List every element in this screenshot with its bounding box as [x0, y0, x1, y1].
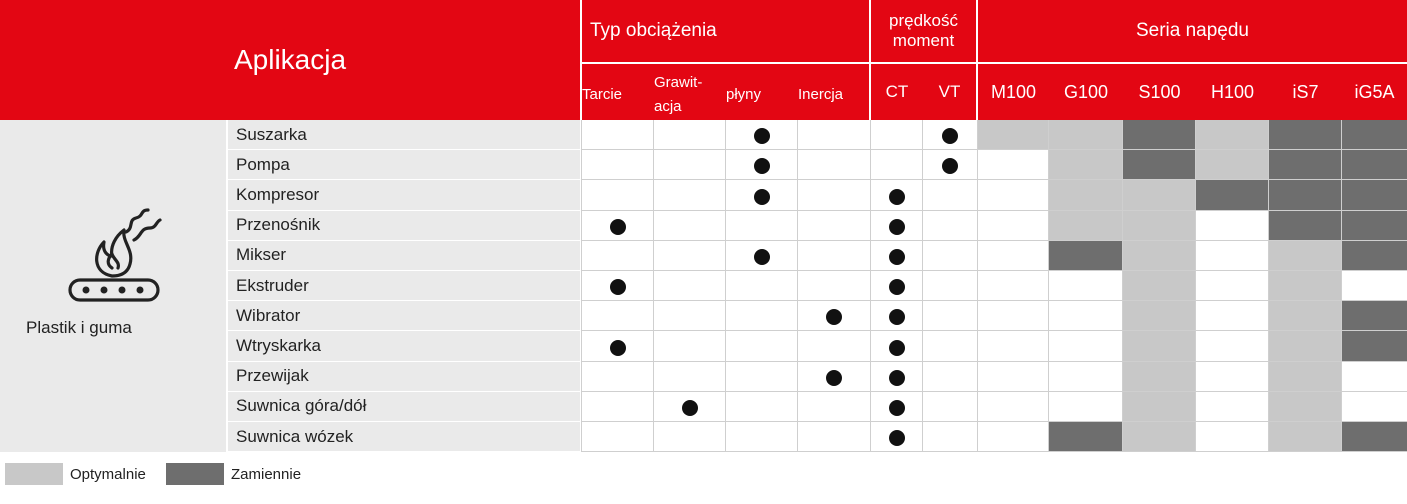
speed-marker-dot: [889, 219, 905, 235]
speed-col-ct-label: CT: [885, 82, 909, 101]
speed-marker-dot: [889, 309, 905, 325]
column-divider: [1048, 120, 1049, 452]
drive-cell-optimal: [1269, 362, 1342, 392]
speed-marker-dot: [889, 340, 905, 356]
drive-cell-empty: [1196, 211, 1269, 241]
application-row-name: Pompa: [228, 150, 580, 179]
drive-col-m100-label: M100: [990, 82, 1037, 102]
drive-cell-alternative: [1342, 241, 1407, 271]
column-divider: [1195, 120, 1196, 452]
drive-cell-alternative: [1049, 241, 1123, 271]
drive-cell-empty: [978, 422, 1049, 452]
application-row-name: Suwnica góra/dół: [228, 392, 580, 421]
drive-cell-alternative: [1123, 120, 1196, 150]
drive-cell-alternative: [1049, 422, 1123, 452]
drive-col-is7-label: iS7: [1292, 82, 1319, 102]
speed-col-vt: [923, 64, 976, 120]
load-col-gravity: [654, 64, 726, 120]
drive-cell-empty: [978, 211, 1049, 241]
category-label: Plastik i guma: [26, 318, 132, 337]
drive-col-ig5a-label: iG5A: [1354, 82, 1395, 102]
drive-cell-empty: [1196, 331, 1269, 361]
column-divider: [977, 120, 978, 452]
legend-optimal-swatch: [5, 463, 63, 485]
load-col-gravity-label: Grawit-: [654, 74, 703, 91]
speed-torque-group-header: [871, 0, 976, 62]
drive-cell-empty: [1049, 392, 1123, 422]
drive-col-is7: [1269, 64, 1342, 120]
speed-group-line2: moment: [892, 31, 955, 50]
application-header: [0, 0, 580, 120]
legend-alternative-label: Zamiennie: [231, 466, 302, 483]
application-header-label: Aplikacja: [233, 44, 347, 75]
drive-cell-optimal: [1269, 241, 1342, 271]
drive-series-group-label: Seria napędu: [1135, 20, 1250, 41]
drive-cell-optimal: [1269, 331, 1342, 361]
drive-col-g100: [1049, 64, 1123, 120]
load-marker-dot: [610, 279, 626, 295]
load-col-fluids-label: płyny: [726, 86, 762, 103]
category-cell: [0, 120, 226, 452]
drive-cell-optimal: [1123, 362, 1196, 392]
row-divider: [582, 451, 1407, 452]
load-marker-dot: [754, 249, 770, 265]
drive-cell-optimal: [1196, 150, 1269, 180]
load-marker-dot: [754, 128, 770, 144]
drive-cell-optimal: [1049, 211, 1123, 241]
drive-col-s100-label: S100: [1138, 82, 1181, 102]
speed-marker-dot: [889, 249, 905, 265]
speed-marker-dot: [889, 189, 905, 205]
drive-cell-empty: [1342, 392, 1407, 422]
speed-group-line1: prędkość: [889, 11, 958, 30]
column-divider: [870, 120, 871, 452]
drive-series-group-header: [978, 0, 1407, 62]
load-marker-dot: [610, 219, 626, 235]
application-row-name: Wibrator: [228, 301, 580, 330]
drive-cell-empty: [1196, 422, 1269, 452]
drive-cell-alternative: [1269, 150, 1342, 180]
drive-cell-optimal: [1269, 422, 1342, 452]
column-divider: [653, 120, 654, 452]
drive-cell-alternative: [1342, 180, 1407, 210]
drive-col-h100-label: H100: [1210, 82, 1255, 102]
drive-col-h100: [1196, 64, 1269, 120]
load-col-inertia-label: Inercja: [798, 86, 844, 103]
application-row-name: Mikser: [228, 241, 580, 270]
plastic-rubber-conveyor-icon: [64, 206, 164, 302]
drive-cell-empty: [1196, 362, 1269, 392]
speed-marker-dot: [889, 279, 905, 295]
application-row-name: Przewijak: [228, 362, 580, 391]
drive-cell-optimal: [1123, 301, 1196, 331]
speed-marker-dot: [942, 158, 958, 174]
drive-cell-empty: [978, 150, 1049, 180]
drive-col-s100: [1123, 64, 1196, 120]
speed-marker-dot: [942, 128, 958, 144]
drive-cell-empty: [1049, 362, 1123, 392]
load-marker-dot: [826, 370, 842, 386]
drive-cell-empty: [1049, 331, 1123, 361]
column-divider: [1122, 120, 1123, 452]
column-divider: [797, 120, 798, 452]
drive-cell-empty: [978, 271, 1049, 301]
drive-cell-optimal: [1123, 211, 1196, 241]
drive-cell-alternative: [1342, 301, 1407, 331]
drive-cell-empty: [1196, 241, 1269, 271]
drive-cell-empty: [978, 301, 1049, 331]
drive-col-ig5a: [1342, 64, 1407, 120]
drive-cell-alternative: [1342, 331, 1407, 361]
drive-cell-alternative: [1196, 180, 1269, 210]
drive-cell-optimal: [1123, 392, 1196, 422]
drive-cell-alternative: [1269, 211, 1342, 241]
load-col-friction-label: Tarcie: [582, 86, 623, 103]
speed-marker-dot: [889, 430, 905, 446]
application-row-name: Kompresor: [228, 180, 580, 209]
drive-cell-alternative: [1269, 120, 1342, 150]
drive-cell-empty: [1196, 301, 1269, 331]
column-divider: [725, 120, 726, 452]
drive-cell-optimal: [1123, 180, 1196, 210]
legend-alternative-swatch: [166, 463, 224, 485]
drive-cell-empty: [1342, 271, 1407, 301]
drive-cell-empty: [978, 241, 1049, 271]
drive-cell-optimal: [1123, 331, 1196, 361]
column-divider: [1341, 120, 1342, 452]
speed-col-vt-label: VT: [938, 82, 961, 101]
drive-cell-optimal: [1049, 120, 1123, 150]
load-marker-dot: [754, 158, 770, 174]
drive-col-m100: [978, 64, 1049, 120]
load-col-friction: [582, 64, 654, 120]
drive-cell-alternative: [1342, 211, 1407, 241]
drive-cell-empty: [978, 362, 1049, 392]
drive-col-g100-label: G100: [1063, 82, 1109, 102]
drive-cell-optimal: [978, 120, 1049, 150]
drive-cell-empty: [978, 392, 1049, 422]
speed-marker-dot: [889, 400, 905, 416]
drive-cell-optimal: [1269, 392, 1342, 422]
load-col-fluids: [726, 64, 798, 120]
speed-col-ct: [871, 64, 923, 120]
load-marker-dot: [754, 189, 770, 205]
drive-cell-empty: [1049, 271, 1123, 301]
load-col-gravity-label-line2: acja: [654, 98, 682, 115]
drive-cell-alternative: [1342, 120, 1407, 150]
drive-cell-optimal: [1049, 150, 1123, 180]
drive-cell-empty: [1342, 362, 1407, 392]
drive-cell-optimal: [1123, 422, 1196, 452]
drive-cell-alternative: [1342, 150, 1407, 180]
drive-cell-optimal: [1269, 301, 1342, 331]
drive-cell-empty: [1196, 392, 1269, 422]
application-row-name: Wtryskarka: [228, 331, 580, 360]
drive-cell-empty: [1049, 301, 1123, 331]
drive-cell-optimal: [1123, 241, 1196, 271]
application-row-name: Przenośnik: [228, 211, 580, 240]
column-divider: [1268, 120, 1269, 452]
load-col-inertia: [798, 64, 869, 120]
drive-cell-empty: [1196, 271, 1269, 301]
load-marker-dot: [826, 309, 842, 325]
load-type-group-label: Typ obciążenia: [590, 20, 717, 41]
load-marker-dot: [610, 340, 626, 356]
drive-cell-empty: [978, 180, 1049, 210]
drive-cell-optimal: [1049, 180, 1123, 210]
legend-optimal-label: Optymalnie: [70, 466, 146, 483]
application-row-name: Suszarka: [228, 120, 580, 149]
drive-cell-optimal: [1196, 120, 1269, 150]
drive-cell-empty: [978, 331, 1049, 361]
column-divider: [581, 120, 582, 452]
drive-cell-optimal: [1269, 271, 1342, 301]
drive-cell-alternative: [1342, 422, 1407, 452]
application-row-name: Suwnica wózek: [228, 422, 580, 451]
drive-cell-alternative: [1269, 180, 1342, 210]
drive-cell-optimal: [1123, 271, 1196, 301]
load-marker-dot: [682, 400, 698, 416]
application-row-name: Ekstruder: [228, 271, 580, 300]
speed-marker-dot: [889, 370, 905, 386]
load-type-group-header: [582, 0, 869, 62]
drive-cell-alternative: [1123, 150, 1196, 180]
column-divider: [922, 120, 923, 452]
